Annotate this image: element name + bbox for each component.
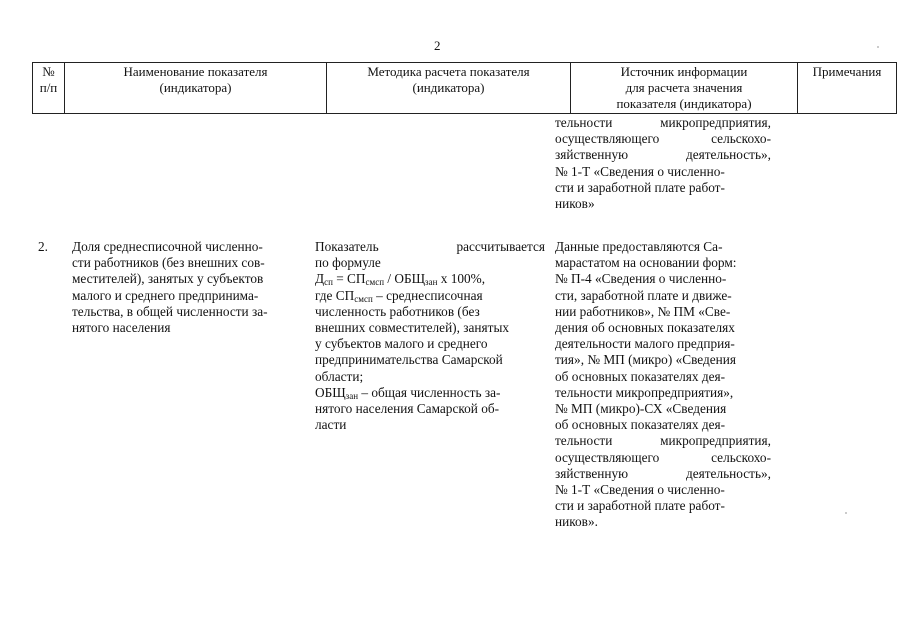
formula-subscript: зан [345, 390, 359, 401]
text-line: малого и среднего предпринима- [72, 287, 259, 303]
header-text: № [42, 64, 55, 79]
information-source-cell [555, 239, 771, 531]
indicator-table-header [32, 62, 897, 114]
header-text: Методика расчета показателя [367, 64, 530, 79]
text-word: зяйственную [555, 147, 629, 163]
text-line: Данные предоставляются Са- [555, 239, 723, 254]
text-line: по формуле [315, 255, 381, 271]
text-line [315, 288, 545, 304]
text-line: № 1-Т «Сведения о численно- [555, 163, 725, 179]
text-line: об основных показателях дея- [555, 368, 726, 384]
text-line: № 1-Т «Сведения о численно- [555, 482, 725, 498]
text-line: сти и заработной плате работ- [555, 498, 725, 514]
header-text: Примечания [812, 64, 882, 79]
text-line: сти, заработной плате и движе- [555, 287, 732, 303]
text-line: тельности микропредприятия», [555, 384, 734, 400]
calculation-method-cell [315, 239, 545, 433]
header-text: (индикатора) [159, 80, 232, 95]
text-word: деятельность», [685, 147, 771, 163]
header-col-name [65, 63, 327, 114]
text-line [555, 466, 771, 482]
text-line [555, 131, 771, 147]
text-word: микропредприятия, [660, 115, 771, 130]
text-word: микропредприятия, [660, 433, 771, 449]
text-word: деятельность», [685, 465, 771, 481]
text-word: осуществляющего [555, 131, 660, 147]
text-line: нии работников», № ПМ «Све- [555, 303, 731, 319]
header-text: показателя (индикатора) [616, 96, 752, 111]
text-line: внешних совместителей), занятых [315, 320, 510, 336]
header-text: Источник информации [620, 64, 748, 79]
text-word: Показатель [315, 239, 379, 254]
text-part: ОБЩ [315, 384, 346, 400]
text-word: рассчитывается [456, 239, 545, 254]
text-line: области; [315, 368, 364, 384]
text-line: нятого населения Самарской об- [315, 401, 500, 417]
text-part: – общая численность за- [358, 384, 501, 400]
text-line: ников». [555, 514, 598, 530]
formula-line [315, 271, 545, 287]
formula-subscript: смсп [354, 293, 373, 304]
text-word: тельности [555, 433, 613, 449]
formula-part: x 100%, [437, 271, 486, 287]
text-line [555, 433, 771, 449]
text-line [555, 147, 771, 163]
formula-subscript: смсп [365, 277, 385, 288]
scan-speck [877, 46, 879, 48]
text-line: у субъектов малого и среднего [315, 336, 488, 352]
text-line [315, 239, 545, 255]
text-line: марастатом на основании форм: [555, 255, 737, 271]
text-line: деятельности малого предприя- [555, 336, 735, 352]
text-word: тельности [555, 115, 613, 130]
text-word: сельскохо- [711, 131, 771, 147]
text-line: тельства, в общей численности за- [72, 303, 268, 319]
text-line: нятого населения [72, 320, 171, 336]
text-line: об основных показателях дея- [555, 417, 726, 433]
table-header-row [33, 63, 897, 114]
text-line: ласти [315, 417, 347, 433]
text-line [555, 115, 771, 131]
text-line: тия», № МП (микро) «Сведения [555, 352, 737, 368]
header-text: (индикатора) [412, 80, 485, 95]
text-line: № П-4 «Сведения о численно- [555, 271, 727, 287]
text-line: местителей), занятых у субъектов [72, 271, 264, 287]
text-line: сти и заработной плате работ- [555, 179, 725, 195]
page-number: 2 [434, 38, 441, 53]
header-col-method [327, 63, 571, 114]
text-word: сельскохо- [711, 449, 771, 465]
text-line [555, 450, 771, 466]
text-line: численность работников (без [315, 303, 480, 319]
indicator-name-cell [72, 239, 302, 336]
formula-part: = СП [332, 271, 366, 287]
formula-part: / ОБЩ [384, 271, 426, 287]
row-number: 2. [38, 239, 48, 254]
header-col-source [571, 63, 798, 114]
text-part: где СП [315, 287, 355, 303]
header-text: Наименование показателя [123, 64, 268, 79]
header-col-notes [798, 63, 897, 114]
text-line: сти работников (без внешних сов- [72, 255, 265, 271]
formula-subscript: зан [425, 277, 438, 288]
text-line [315, 385, 545, 401]
formula-part: Д [315, 271, 325, 287]
text-word: осуществляющего [555, 449, 660, 465]
text-line: ников» [555, 196, 595, 212]
header-text: п/п [39, 80, 58, 95]
text-line: № МП (микро)-СХ «Сведения [555, 401, 727, 417]
formula-subscript: сп [324, 277, 333, 288]
header-col-number [33, 63, 65, 114]
text-line: предпринимательства Самарской [315, 352, 503, 368]
continuation-source-cell [555, 115, 771, 212]
text-line: Доля среднесписочной численно- [72, 239, 263, 254]
text-word: зяйственную [555, 465, 629, 481]
header-text: для расчета значения [625, 80, 743, 95]
text-line: дения об основных показателях [555, 320, 735, 336]
scan-speck [845, 512, 847, 514]
text-part: – среднесписочная [372, 287, 483, 303]
